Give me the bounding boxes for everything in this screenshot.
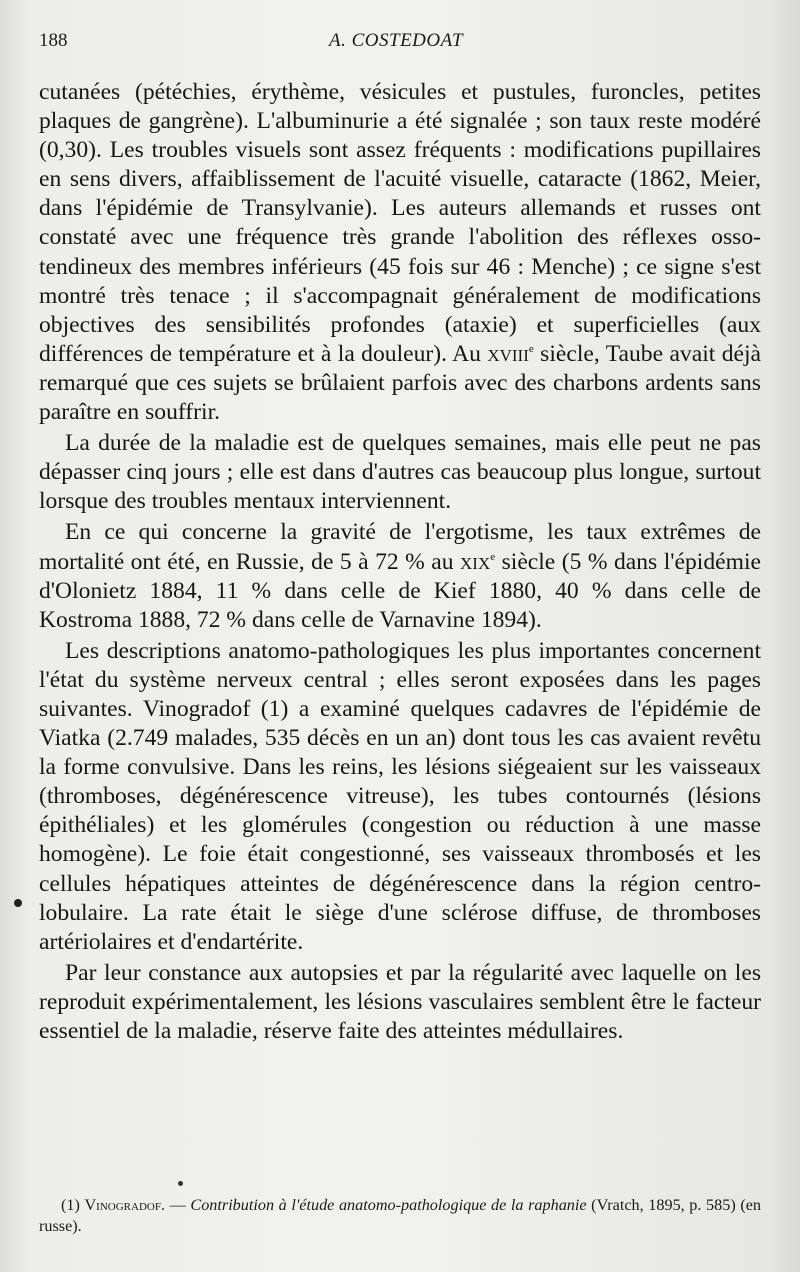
century-numeral: xviii (487, 340, 529, 367)
paragraph-5: Par leur constance aux autopsies et par la régularité avec laquelle on les reproduit expérimentalement, les lésions vasculaires semblent être le facteur essentiel de la maladie, réserve faite des atteintes médullaires. (39, 959, 761, 1044)
footnote-1 (39, 1195, 761, 1237)
paragraph-3-text-a: En ce qui concerne la gravité de l'ergotisme, les taux extrêmes de mortalité ont été, en Russie, de 5 à 72 % au (39, 519, 761, 575)
century-superscript: e (528, 342, 534, 355)
paragraph-2: La durée de la maladie est de quelques semaines, mais elle peut ne pas dépasser cinq jours ; elle est dans d'autres cas beaucoup plus longue, surtout lorsque des troubles mentaux interviennent. (39, 430, 761, 515)
paragraph-3 (39, 518, 761, 634)
paragraph-4: Les descriptions anatomo-pathologiques les plus importantes concernent l'état du système nerveux central ; elles seront exposées dans les pages suivantes. Vinogradof (1) a examiné quelques cadavres de l'épidémie de Viatka (2.749 malades, 535 décès en un an) dont tous les cas avaient revêtu la forme convulsive. Dans les reins, les lésions siégeaient sur les vaisseaux (thromboses, dégénérescence vitreuse), les tubes contournés (lésions épithéliales) et les glomérules (congestion ou réduction à une masse homogène). Le foie était congestionné, ses vaisseaux thrombosés et les cellules hépatiques atteintes de dégénérescence dans la région centro-lobulaire. La rate était le siège d'une sclérose diffuse, de thromboses artériolaires et d'endartérite. (39, 637, 761, 955)
footnote-author: Vinogradof. (84, 1196, 166, 1214)
paragraph-1 (39, 78, 761, 427)
main-text (39, 78, 761, 1046)
paragraph-1-text-b: siècle, Taube avait déjà remarqué que ces sujets se brûlaient parfois avec des charbons ardents sans paraître en souffrir. (39, 340, 761, 426)
footnote-marker: (1) (61, 1196, 85, 1214)
paragraph-3-text-b: siècle (5 % dans l'épidémie d'Olonietz 1884, 11 % dans celle de Kief 1880, 40 % dans celle de Kostroma 1888, 72 % dans celle de Varnavine 1894). (39, 548, 761, 633)
page-number: 188 (39, 30, 68, 51)
footnote-title: Contribution à l'étude anatomo-pathologique de la raphanie (190, 1196, 587, 1214)
ink-speck (178, 1181, 183, 1186)
footnote (39, 1195, 761, 1237)
footnote-reference: (Vratch, 1895, p. 585) (en russe). (39, 1196, 761, 1235)
margin-ink-dot (14, 899, 22, 907)
paragraph-1-text-a: cutanées (pétéchies, érythème, vésicules et pustules, furoncles, petites plaques de gangrène). L'albuminurie a été signalée ; son taux reste modéré (0,30). Les troubles visuels sont assez fréquents : modifications pupillaires en sens divers, affaiblissement de l'acuité visuelle, cataracte (1862, Meier, dans l'épidémie de Transylvanie). Les auteurs allemands et russes ont constaté avec une fréquence très grande l'abolition des réflexes osso-tendineux des membres inférieurs (45 fois sur 46 : Menche) ; ce signe s'est montré très tenace ; il s'accompagnait généralement de modifications objectives des sensibilités profondes (ataxie) et superficielles (aux différences de température et à la douleur). Au (39, 79, 761, 367)
century-numeral: xix (460, 548, 491, 575)
footnote-dash: — (165, 1196, 191, 1214)
running-head-author: A. COSTEDOAT (329, 30, 464, 51)
century-superscript: e (490, 550, 496, 563)
page-header (39, 30, 769, 56)
